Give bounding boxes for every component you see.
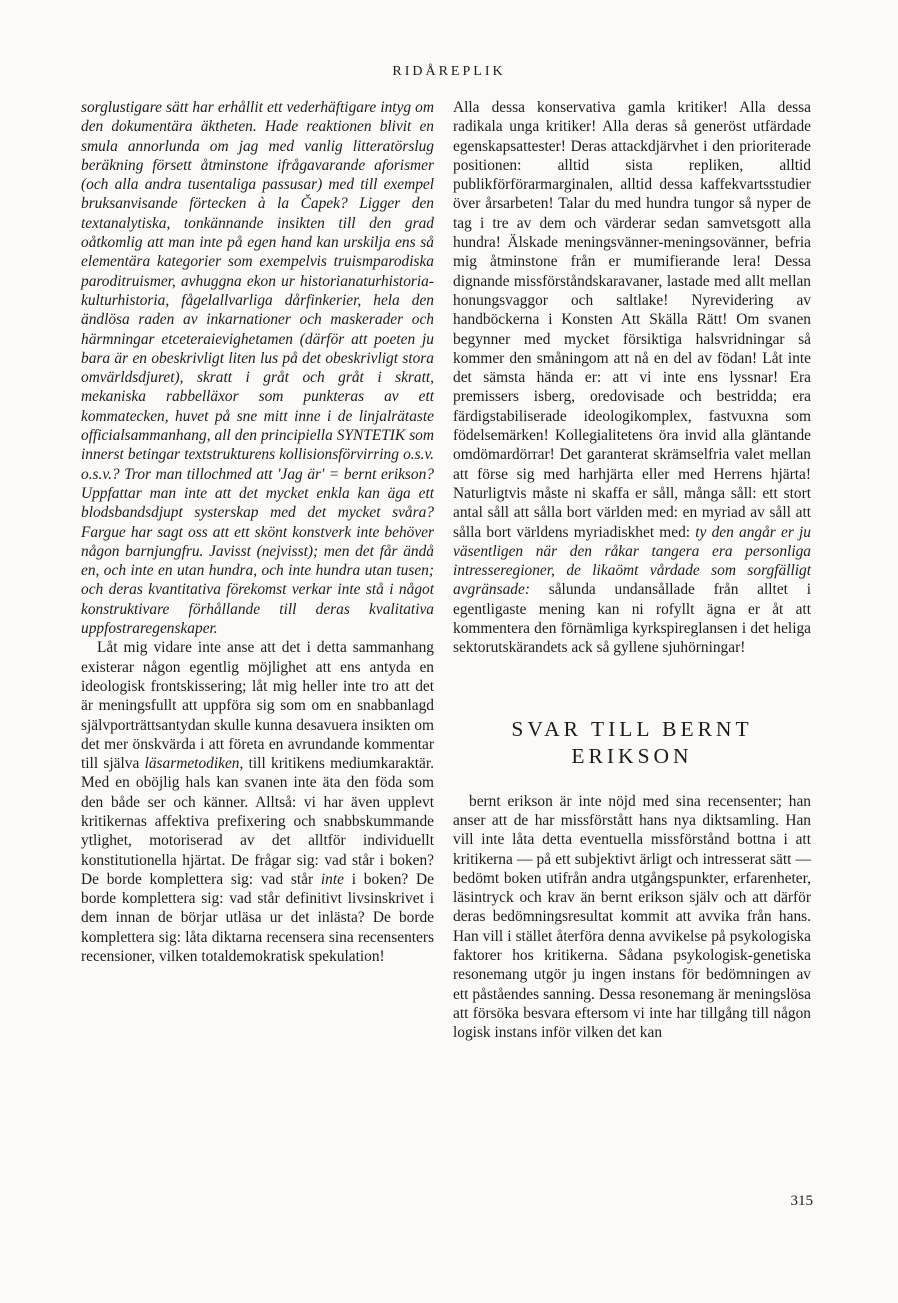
text-run: Alla dessa konservativa gamla kritiker! Alla dessa radikala unga kritiker! Alla deras så generöst utfärdade egenskapsattester! Deras attackdjärvhet i den prioriterade positionen: alltid sista repliken, alltid publikförförarmarginalen, alltid dessa kaffekvartsstudier över årsarbeten! Talar du med hundra tungor så nyper de tag i tre av dem och värderar sedan samvetsgott alla hundra! Älskade meningsvänner-meningsovänner, befria mig åtminstone från er mumifierande lera! Dessa dignande missförståndskaravaner, lastade med allt mellan honungsvaggor och saltlake! Nyrevidering av handböckerna i Konsten Att Skälla Rätt! Om svanen begynner med mycket försiktiga halsvridningar så kommer den småningom att nå en del av födan! Låt inte det sämsta hända er: att vi inte ens lyssnar! Era premissers isberg, oredovisade och bestridda; era färdigstabiliserade ideologikomplex, fastvuxna som födelsemärken! Kollegialitetens öra invid alla gläntande omdömardörrar! Det garanterat skrämselfria valet mellan att förse sig med harhjärta eller med Herrens hjärta! Naturligtvis måste ni skaffa er såll, många såll: ett stort antal såll att sålla bort världen med: en myriad av såll att sålla bort världens myriadiskhet med:	[453, 99, 811, 541]
italic-run: läsarmetodiken	[144, 755, 240, 773]
right-column	[453, 98, 811, 1042]
body-paragraph-svanen	[81, 638, 434, 966]
text-run: i boken? De borde komplettera sig: vad står definitivt livsinskrivet i dem innan de börjar utläsa ur det inlästa? De borde komplettera sig: låta diktarna recensera sina recensenters recensioner, vilken totaldemokratisk spekulation!	[81, 870, 434, 966]
body-paragraph-kritiker	[453, 98, 811, 658]
left-column	[81, 98, 434, 966]
italic-run: inte	[320, 870, 344, 888]
italic-run: ty den angår er ju väsentligen när den råkar tangera era personliga intresseregioner, de likaömt vårdade som sorgfälligt avgränsade:	[453, 523, 811, 599]
section-title: SVAR TILL BERNT ERIKSON	[511, 716, 753, 768]
italic-paragraph: sorglustigare sätt har erhållit ett vederhäftigare intyg om den dokumentära äktheten. Hade reaktionen blivit en smula annorlunda om jag med vanlig litteratörslug beräkning försett åtminstone ifrågavarande aforismer (och alla andra tusentaliga passusar) med till exempel bruksanvisande förtecken à la Čapek? Ligger den textanalytiska, tonkännande insikten till den grad oåtkomlig att man inte på egen hand kan urskilja ens så elementära kategorier som exempelvis truismparodiska paroditruismer, avhuggna ekon ur historianaturhistoria-kulturhistoria, fågelallvarliga dårfinkerier, hela den ändlösa raden av inkarnationer och maskerader och härmningar etceteraievighetamen (därför att poeten ju bara är en obeskrivligt liten lus på det obeskrivligt stora omvärldsdjuret), skratt i gråt och gråt i skratt, mekaniska rabbelläxor som punkteras av ett kommatecken, huvet på sne mitt inne i de linjalrätaste officialsammanhang, all den principiella SYNTETIK som innerst betingar textstrukturens kollisionsförvirring o.s.v. o.s.v.? Tror man tillochmed att 'Jag är' = bernt erikson? Uppfattar man inte att det mycket enkla kan äga ett blodsbandsdjupt systerskap med det mycket svåra? Fargue har sagt oss att ett skönt konstverk inte behöver någon barnjungfru. Javisst (nejvisst); men det får ändå en, och inte en utan hundra, och inte hundra utan tusen; och deras kvantitativa förekomst verkar inte stå i något konstruktivare förhållande till deras kvalitativa uppfostraregenskaper.	[81, 99, 434, 638]
body-paragraph-svar: bernt erikson är inte nöjd med sina recensenter; han anser att de har missförstått hans nya diktsamling. Han vill inte låta detta eventuella missförstånd bottna i att kritikerna — på ett subjektivt ärligt och intresserat sätt — bedömt boken utifrån andra utgångspunkter, erfarenheter, läsintryck och krav än bernt erikson själv och att därför deras bedömningsresultat kommit att avvika från hans. Han vill i stället återföra denna avvikelse på psykologiska faktorer hos kritikerna. Sådana psykologisk-genetiska resonemang utgör ju ingen instans för bedömningen av ett påståendes sanning. Dessa resonemang är meningslösa att försöka besvara eftersom vi inte har tillgång till någon logisk instans inför vilken det kan	[453, 792, 811, 1042]
text-run: sålunda undansållade från alltet i egentligaste mening kan ni rofyllt ägna er åt att kommentera den förnämliga kyrkspireglansen i det heliga sektorutskärandets ack så gyllene sjuhörningar!	[453, 581, 811, 657]
text-run: Låt mig vidare inte anse att det i detta sammanhang existerar någon egentlig möjlighet att ens antyda en ideologisk frontskissering; låt mig heller inte tro att det är meningsfullt att uppföra sig som om en snabbanlagd självporträttsantydan skulle kunna desavuera insikten om det mer önskvärda i att företa en avrundande kommentar till själva	[81, 639, 434, 773]
text-run: , till kritikens mediumkaraktär. Med en oböjlig hals kan svanen inte äta den föda som den både ser och känner. Alltså: vi har även upplevt kritikernas affektiva prefixering och snabbskummande ytlighet, motoriserad av det alltför individuellt konstitutionella hjärtat. De frågar sig: vad står i boken? De borde komplettera sig: vad står	[81, 755, 434, 888]
page-number: 315	[790, 1193, 813, 1209]
running-head: RIDÅREPLIK	[392, 64, 506, 79]
